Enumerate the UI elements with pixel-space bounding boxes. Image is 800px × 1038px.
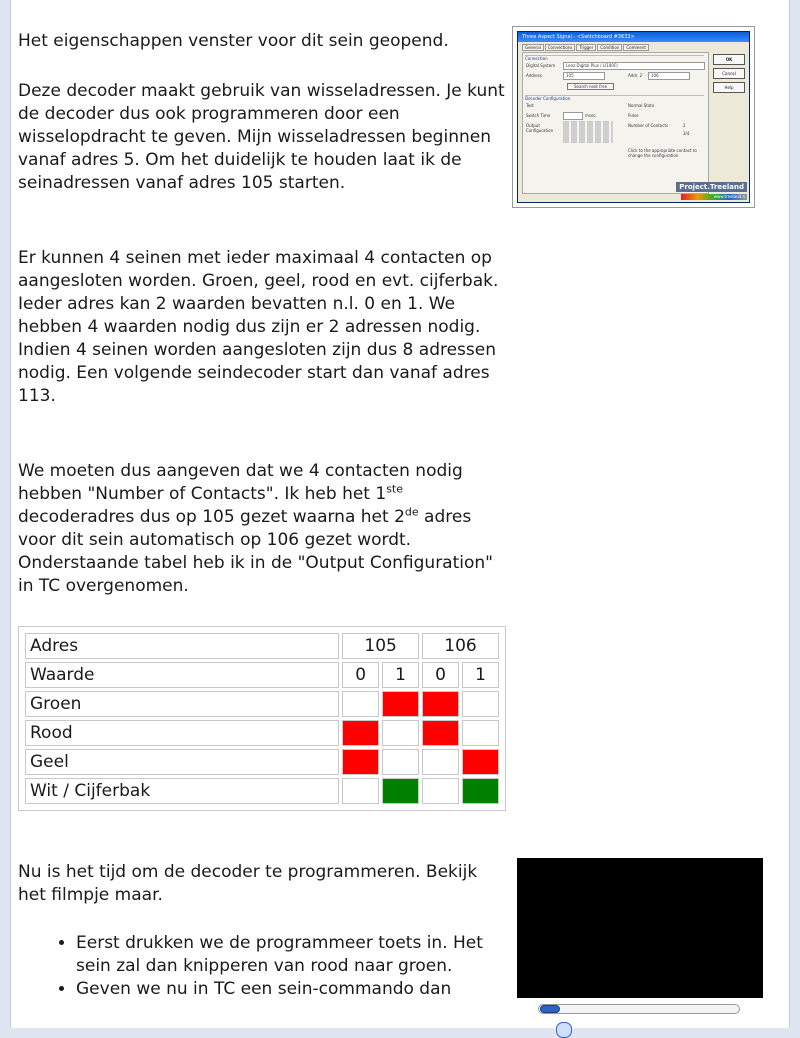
settings-text-2: decoderadres dus op 105 gezet waarna het 2 xyxy=(18,507,405,527)
tab-trigger: Trigger xyxy=(576,44,596,51)
digital-system-label: Digital System xyxy=(526,63,556,68)
group-decoder-config: Decoder Configuration xyxy=(525,95,704,101)
row-label-groen: Groen xyxy=(25,691,339,717)
signal-properties-screenshot[interactable] xyxy=(512,26,755,208)
settings-text-1: We moeten dus aangeven dat we 4 contacten nodig hebben "Number of Contacts". Ik heb het 1 xyxy=(18,461,463,504)
list-item: • Geven we nu in TC een sein-commando dan xyxy=(76,978,516,1001)
digital-system-field xyxy=(563,62,705,70)
msec-label: msec. xyxy=(585,113,597,118)
value-cell: 1 xyxy=(462,662,499,688)
watermark-logo: Project.Treeland xyxy=(676,182,747,192)
test-label: Test xyxy=(526,103,534,108)
group-connection: Connection xyxy=(525,55,704,61)
color-cell xyxy=(422,720,459,746)
seek-handle[interactable] xyxy=(540,1005,560,1013)
table-row xyxy=(25,749,499,775)
row-label-geel: Geel xyxy=(25,749,339,775)
tab-general: General xyxy=(522,44,544,51)
number-of-contacts-label: Number of Contacts xyxy=(628,123,669,128)
table-row xyxy=(25,778,499,804)
steps-list xyxy=(46,932,516,1001)
color-cell xyxy=(342,778,379,804)
color-cell xyxy=(462,720,499,746)
cancel-button: Cancel xyxy=(713,68,745,79)
address-106: 106 xyxy=(422,633,499,659)
watermark-strip xyxy=(681,194,747,200)
color-cell xyxy=(422,749,459,775)
window-tabs xyxy=(522,44,650,51)
superscript-ste: ste xyxy=(386,482,404,496)
window-title: Three Aspect Signal - <Switchboard #3633> xyxy=(518,32,749,42)
normal-state-label: Normal State xyxy=(628,103,655,108)
search-next-free: Search next free xyxy=(567,83,614,90)
intro-paragraph: Het eigenschappen venster voor dit sein geopend. xyxy=(18,31,449,51)
watermark-url: www.treeland.n xyxy=(713,194,745,199)
tab-comment: Comment xyxy=(623,44,649,51)
address-value: 105 xyxy=(566,73,574,78)
addr2-field xyxy=(648,72,690,80)
settings-paragraph xyxy=(18,460,508,598)
color-cell xyxy=(462,778,499,804)
video-player[interactable] xyxy=(517,858,763,998)
volume-knob-icon[interactable] xyxy=(556,1022,572,1038)
switch-time-field xyxy=(563,112,583,120)
contacts-2-option: 2 xyxy=(683,123,686,128)
color-cell xyxy=(462,749,499,775)
color-cell xyxy=(382,720,419,746)
list-item: • Eerst drukken we de programmeer toets in. Het sein zal dan knipperen van rood naar groen. xyxy=(76,932,516,978)
value-cell: 1 xyxy=(382,662,419,688)
window-body xyxy=(522,52,709,194)
table-row-value xyxy=(25,662,499,688)
row-label-address: Adres xyxy=(25,633,339,659)
color-cell xyxy=(382,778,419,804)
color-cell xyxy=(422,691,459,717)
table-row xyxy=(25,720,499,746)
color-cell xyxy=(462,691,499,717)
value-cell: 0 xyxy=(342,662,379,688)
row-label-value: Waarde xyxy=(25,662,339,688)
output-configuration-table xyxy=(18,626,506,811)
addr2-label: Addr. 2 xyxy=(628,73,643,78)
decoder-paragraph: Deze decoder maakt gebruik van wisseladressen. Je kunt de decoder dus ook programmeren door een wisselopdracht te geven. Mijn wisseladressen beginnen vanaf adres 5. Om het duidelijk te houden laat ik de seinadressen vanaf adres 105 starten. xyxy=(18,81,505,193)
ok-button: OK xyxy=(713,54,745,65)
value-cell: 0 xyxy=(422,662,459,688)
color-cell xyxy=(342,691,379,717)
color-cell xyxy=(382,749,419,775)
settings-text-3: adres voor dit sein automatisch op 106 gezet wordt. Onderstaande tabel heb ik in de "Output Configuration" in TC overgenomen. xyxy=(18,507,493,596)
output-grid xyxy=(563,121,613,143)
tab-condition: Condition xyxy=(597,44,622,51)
pulse-label: Pulse xyxy=(628,113,639,118)
programming-paragraph: Nu is het tijd om de decoder te programmeren. Bekijk het filmpje maar. xyxy=(18,862,478,905)
address-105: 105 xyxy=(342,633,419,659)
color-cell xyxy=(422,778,459,804)
video-seek-bar[interactable] xyxy=(538,1004,740,1014)
config-hint: Click to the appropriate contact to change the configuration xyxy=(628,148,697,158)
contacts-paragraph: Er kunnen 4 seinen met ieder maximaal 4 contacten op aangesloten worden. Groen, geel, rood en evt. cijferbak. Ieder adres kan 2 waarden bevatten n.l. 0 en 1. We hebben 4 waarden nodig dus zijn er 2 adressen nodig. Indien 4 seinen worden aangesloten zijn dus 8 adressen nodig. Een volgende seindecoder start dan vanaf adres 113. xyxy=(18,248,499,406)
address-field xyxy=(563,72,605,80)
address-label: Address xyxy=(526,73,542,78)
properties-window xyxy=(517,31,750,203)
tab-connections: Connections xyxy=(545,44,576,51)
row-label-rood: Rood xyxy=(25,720,339,746)
table-row-address xyxy=(25,633,499,659)
contacts-3-option: 3/4 xyxy=(683,131,690,136)
digital-system-value: Lenz Digital Plus / LI100F) xyxy=(566,63,618,68)
help-button: Help xyxy=(713,82,745,93)
color-cell xyxy=(342,749,379,775)
output-config-label: Output Configuration xyxy=(526,123,554,133)
superscript-de: de xyxy=(404,505,419,519)
table-row xyxy=(25,691,499,717)
addr2-value: 106 xyxy=(651,73,659,78)
switch-time-label: Switch Time xyxy=(526,113,551,118)
color-cell xyxy=(382,691,419,717)
row-label-wit: Wit / Cijferbak xyxy=(25,778,339,804)
color-cell xyxy=(342,720,379,746)
